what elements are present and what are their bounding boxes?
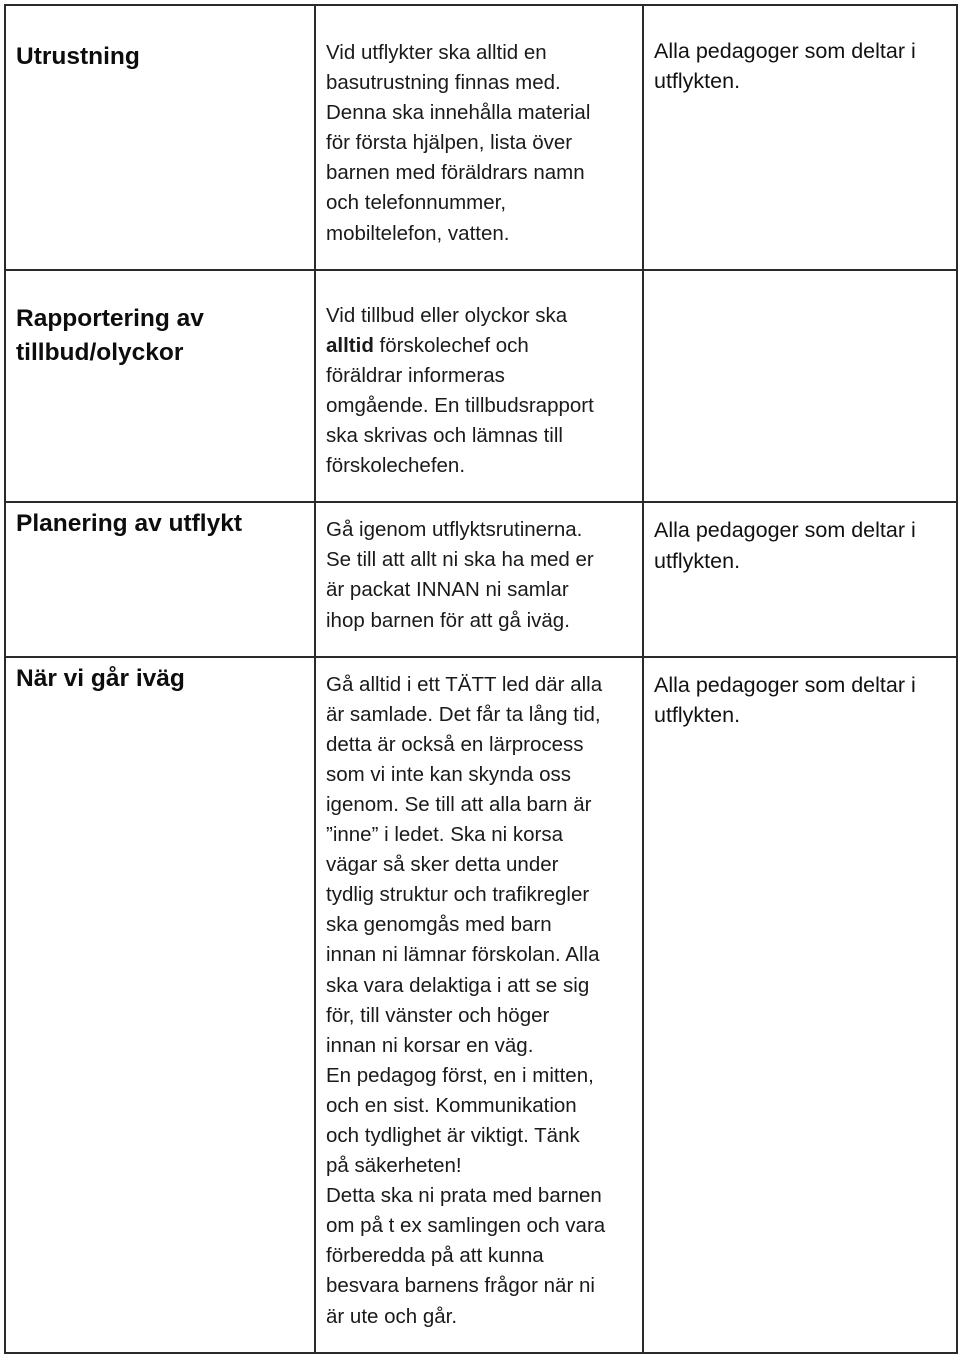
responsible-text: [644, 658, 956, 739]
table-row: [5, 657, 957, 1353]
description-line: ska genomgås med barn: [326, 913, 552, 937]
topic-heading: När vi går iväg: [16, 664, 185, 692]
description-line: Vid tillbud eller olyckor ska: [326, 303, 568, 327]
description-line: och telefonnummer,: [326, 191, 507, 215]
description-line: ska skrivas och lämnas till: [326, 424, 563, 448]
description-text: [316, 503, 642, 655]
responsible-text: [644, 6, 956, 105]
description-line: mobiltelefon, vatten.: [326, 221, 510, 245]
responsible-text: [644, 271, 956, 310]
description-line: på säkerheten!: [326, 1154, 462, 1178]
description-line: barnen med föräldrars namn: [326, 161, 585, 185]
responsible-cell: [643, 657, 957, 1353]
table-row: [5, 5, 957, 270]
description-line: föräldrar informeras: [326, 363, 505, 387]
description-text: [316, 271, 642, 502]
description-line: vägar så sker detta under: [326, 853, 559, 877]
emphasis-word: alltid: [326, 333, 374, 357]
description-line: om på t ex samlingen och vara: [326, 1214, 606, 1238]
description-line: och en sist. Kommunikation: [326, 1093, 577, 1117]
description-line: detta är också en lärprocess: [326, 732, 584, 756]
routine-table: [4, 4, 958, 1354]
table-row: [5, 502, 957, 656]
description-line: Gå igenom utflyktsrutinerna.: [326, 518, 583, 542]
topic-line: Rapportering av: [16, 304, 204, 332]
topic-line: tillbud/olyckor: [16, 338, 184, 366]
responsible-cell: [643, 270, 957, 503]
responsible-text: [644, 503, 956, 584]
description-line: omgående. En tillbudsrapport: [326, 393, 594, 417]
topic-heading: [6, 271, 314, 378]
description-line: Vid utflykter ska alltid en: [326, 41, 547, 64]
description-line: [326, 331, 632, 361]
description-line: En pedagog först, en i mitten,: [326, 1063, 594, 1087]
description-line: ska vara delaktiga i att se sig: [326, 973, 590, 997]
table-row: [5, 270, 957, 503]
description-cell: [315, 5, 643, 270]
description-line: är ute och går.: [326, 1304, 458, 1328]
description-line: Se till att allt ni ska ha med er: [326, 548, 594, 572]
responsible-line: utflykten.: [654, 703, 741, 727]
responsible-line: utflykten.: [654, 69, 741, 94]
description-line: är packat INNAN ni samlar: [326, 578, 569, 602]
description-line: tydlig struktur och trafikregler: [326, 883, 590, 907]
topic-heading: Utrustning: [16, 43, 140, 70]
description-line: besvara barnens frågor när ni: [326, 1274, 595, 1298]
topic-cell: [5, 657, 315, 1353]
responsible-line: Alla pedagoger som deltar i: [654, 672, 916, 697]
description-text: [316, 658, 642, 1352]
description-line: innan ni lämnar förskolan. Alla: [326, 943, 600, 967]
responsible-cell: [643, 502, 957, 656]
description-line: för, till vänster och höger: [326, 1003, 550, 1027]
description-line: Gå alltid i ett TÄTT led där alla: [326, 672, 603, 696]
description-line: och tydlighet är viktigt. Tänk: [326, 1124, 580, 1147]
description-line: Detta ska ni prata med barnen: [326, 1184, 602, 1208]
topic-cell: [5, 270, 315, 503]
description-line: för första hjälpen, lista över: [326, 131, 573, 155]
topic-cell: [5, 502, 315, 656]
description-line: ”inne” i ledet. Ska ni korsa: [326, 823, 564, 847]
description-fragment: förskolechef och: [379, 333, 529, 357]
description-line: som vi inte kan skynda oss: [326, 762, 571, 786]
description-line: igenom. Se till att alla barn är: [326, 792, 592, 816]
description-line: förskolechefen.: [326, 454, 466, 478]
description-line: Denna ska innehålla material: [326, 101, 591, 125]
description-cell: [315, 657, 643, 1353]
responsible-line: utflykten.: [654, 548, 741, 573]
description-line: ihop barnen för att gå iväg.: [326, 608, 570, 632]
topic-cell: [5, 5, 315, 270]
topic-heading: Planering av utflykt: [16, 510, 243, 538]
responsible-line: Alla pedagoger som deltar i: [654, 518, 916, 543]
description-line: är samlade. Det får ta lång tid,: [326, 702, 601, 726]
description-cell: [315, 502, 643, 656]
description-text: [316, 6, 642, 269]
description-line: basutrustning finnas med.: [326, 71, 561, 95]
responsible-cell: [643, 5, 957, 270]
description-cell: [315, 270, 643, 503]
description-line: innan ni korsar en väg.: [326, 1033, 534, 1057]
description-line: förberedda på att kunna: [326, 1244, 544, 1268]
responsible-line: Alla pedagoger som deltar i: [654, 39, 916, 63]
